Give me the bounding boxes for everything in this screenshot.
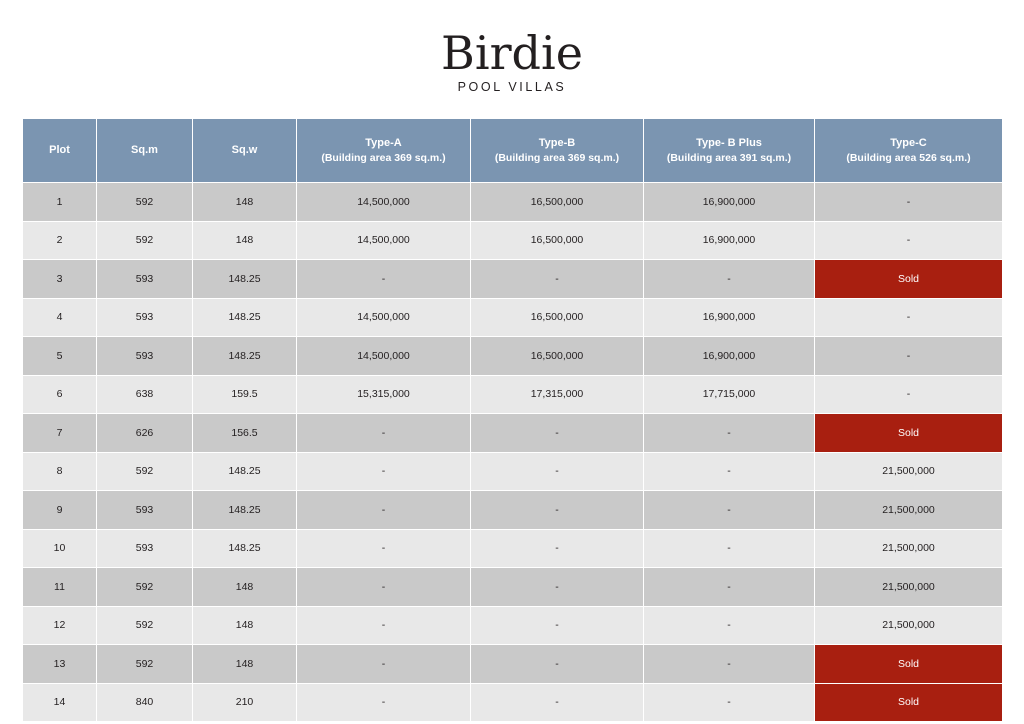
cell-type-a: - [297,452,471,491]
column-header-type-b-plus-title: Type- B Plus [696,136,762,149]
cell-type-b: - [471,260,644,299]
cell-plot: 14 [23,683,97,722]
table-row [23,337,1003,376]
column-header-type-b-plus-subtitle: (Building area 391 sq.m.) [666,151,792,164]
cell-type-b-plus: - [644,452,815,491]
column-header-type-c-title: Type-C [890,136,927,149]
cell-type-b: - [471,529,644,568]
cell-type-c-sold: Sold [815,683,1003,722]
cell-sqw: 156.5 [193,414,297,453]
table-body [23,183,1003,722]
cell-sqm: 593 [97,260,193,299]
column-header-plot [23,119,97,183]
column-header-type-a-subtitle: (Building area 369 sq.m.) [321,151,446,164]
cell-type-b-plus: 16,900,000 [644,183,815,222]
column-header-type-b-plus [644,119,815,183]
cell-type-a: - [297,645,471,684]
table-row [23,568,1003,607]
cell-type-b-plus: - [644,414,815,453]
table-row [23,452,1003,491]
cell-type-b: - [471,606,644,645]
logo-wordmark: Birdie [441,26,583,80]
cell-sqm: 592 [97,183,193,222]
cell-plot: 10 [23,529,97,568]
cell-type-b-plus: - [644,568,815,607]
column-header-type-b [471,119,644,183]
cell-type-c: - [815,337,1003,376]
cell-sqm: 840 [97,683,193,722]
table-row [23,606,1003,645]
cell-type-b: 16,500,000 [471,337,644,376]
cell-sqm: 593 [97,491,193,530]
cell-sqm: 626 [97,414,193,453]
price-table [22,118,1003,722]
cell-plot: 5 [23,337,97,376]
cell-plot: 4 [23,298,97,337]
cell-sqm: 593 [97,529,193,568]
cell-type-b: - [471,645,644,684]
cell-type-b-plus: - [644,491,815,530]
cell-sqm: 592 [97,221,193,260]
cell-type-c: 21,500,000 [815,568,1003,607]
cell-plot: 11 [23,568,97,607]
cell-type-a: 15,315,000 [297,375,471,414]
column-header-plot-title: Plot [49,144,70,157]
cell-plot: 13 [23,645,97,684]
cell-type-c-sold: Sold [815,260,1003,299]
cell-type-b: - [471,414,644,453]
cell-sqm: 592 [97,452,193,491]
column-header-type-a-title: Type-A [365,136,402,149]
logo-tagline: POOL VILLAS [457,80,567,94]
cell-type-a: 14,500,000 [297,337,471,376]
table-header [23,119,1003,183]
cell-type-c: - [815,183,1003,222]
cell-sqw: 148.25 [193,337,297,376]
cell-type-c: 21,500,000 [815,606,1003,645]
cell-type-b: 16,500,000 [471,298,644,337]
column-header-sqm [97,119,193,183]
column-header-sqm-title: Sq.m [131,144,158,157]
cell-type-c: - [815,221,1003,260]
cell-type-c: - [815,375,1003,414]
cell-sqm: 638 [97,375,193,414]
cell-sqm: 592 [97,606,193,645]
cell-type-a: - [297,260,471,299]
table-row [23,414,1003,453]
cell-plot: 3 [23,260,97,299]
cell-type-a: - [297,606,471,645]
cell-type-b-plus: - [644,260,815,299]
cell-plot: 6 [23,375,97,414]
cell-type-c: 21,500,000 [815,452,1003,491]
brand-logo [0,0,1024,94]
column-header-type-a [297,119,471,183]
cell-sqw: 148 [193,568,297,607]
cell-type-b: - [471,568,644,607]
table-row [23,221,1003,260]
cell-type-b: 16,500,000 [471,221,644,260]
column-header-sqw [193,119,297,183]
cell-type-b: - [471,683,644,722]
table-row [23,645,1003,684]
cell-type-c: 21,500,000 [815,491,1003,530]
cell-sqm: 593 [97,337,193,376]
column-header-type-b-title: Type-B [538,136,576,149]
cell-type-b-plus: - [644,606,815,645]
cell-type-a: - [297,491,471,530]
cell-sqw: 148 [193,606,297,645]
cell-plot: 9 [23,491,97,530]
cell-type-b-plus: - [644,529,815,568]
cell-sqw: 148 [193,221,297,260]
cell-type-a: - [297,414,471,453]
cell-sqw: 210 [193,683,297,722]
cell-type-a: 14,500,000 [297,183,471,222]
cell-type-b-plus: - [644,683,815,722]
table-row [23,529,1003,568]
cell-type-b-plus: - [644,645,815,684]
cell-sqw: 148 [193,645,297,684]
column-header-sqw-title: Sq.w [231,144,258,157]
cell-sqm: 592 [97,645,193,684]
cell-type-c-sold: Sold [815,414,1003,453]
cell-type-b-plus: 17,715,000 [644,375,815,414]
cell-plot: 7 [23,414,97,453]
cell-sqw: 148.25 [193,260,297,299]
table-row [23,683,1003,722]
cell-type-a: - [297,529,471,568]
cell-type-a: 14,500,000 [297,298,471,337]
cell-sqw: 148.25 [193,298,297,337]
column-header-type-c [815,119,1003,183]
cell-sqm: 592 [97,568,193,607]
cell-plot: 12 [23,606,97,645]
cell-type-b: 17,315,000 [471,375,644,414]
table-header-row [23,119,1003,183]
cell-type-a: 14,500,000 [297,221,471,260]
table-row [23,298,1003,337]
cell-type-b-plus: 16,900,000 [644,337,815,376]
table-row [23,491,1003,530]
column-header-type-c-subtitle: (Building area 526 sq.m.) [846,151,971,164]
table-row [23,375,1003,414]
cell-type-c-sold: Sold [815,645,1003,684]
cell-sqm: 593 [97,298,193,337]
cell-sqw: 148 [193,183,297,222]
cell-plot: 8 [23,452,97,491]
cell-plot: 1 [23,183,97,222]
cell-type-b: - [471,452,644,491]
cell-sqw: 159.5 [193,375,297,414]
cell-type-b: 16,500,000 [471,183,644,222]
table-row [23,183,1003,222]
cell-type-b-plus: 16,900,000 [644,221,815,260]
cell-plot: 2 [23,221,97,260]
cell-type-c: 21,500,000 [815,529,1003,568]
cell-sqw: 148.25 [193,452,297,491]
cell-type-a: - [297,568,471,607]
cell-type-c: - [815,298,1003,337]
cell-type-b-plus: 16,900,000 [644,298,815,337]
cell-sqw: 148.25 [193,529,297,568]
table-row [23,260,1003,299]
cell-type-b: - [471,491,644,530]
cell-sqw: 148.25 [193,491,297,530]
column-header-type-b-subtitle: (Building area 369 sq.m.) [494,151,620,164]
cell-type-a: - [297,683,471,722]
price-table-container [22,118,1002,722]
